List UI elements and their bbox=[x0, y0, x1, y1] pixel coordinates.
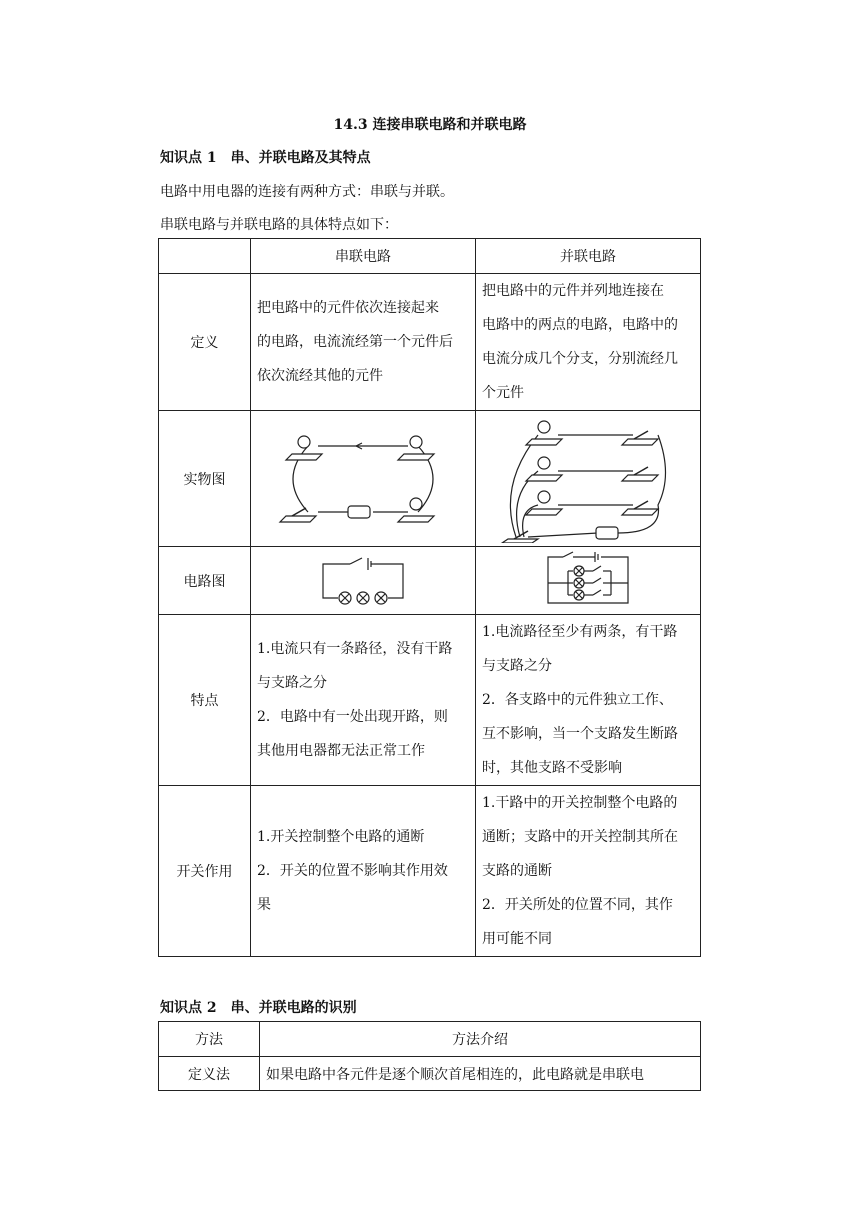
text-line: 1.开关控制整个电路的通断 bbox=[257, 829, 425, 845]
row-label-switch: 开关作用 bbox=[159, 786, 251, 957]
header-method: 方法 bbox=[159, 1022, 260, 1057]
text-line: 把电路中的元件依次连接起来 bbox=[257, 300, 439, 316]
section1-para1: 电路中用电器的连接有两种方式：串联与并联。 bbox=[160, 184, 454, 200]
series-features bbox=[251, 615, 476, 786]
text-line: 1.干路中的开关控制整个电路的 bbox=[482, 795, 678, 811]
row-label-features: 特点 bbox=[159, 615, 251, 786]
text-line: 2．电路中有一处出现开路，则 bbox=[257, 709, 448, 725]
text-line: 电路中的两点的电路，电路中的 bbox=[482, 317, 678, 333]
parallel-definition bbox=[476, 274, 701, 411]
text-line: 其他用电器都无法正常工作 bbox=[257, 743, 425, 759]
text-line: 1.电流只有一条路径，没有干路 bbox=[257, 641, 453, 657]
table-row-physical bbox=[159, 411, 701, 547]
text-line: 2．开关所处的位置不同，其作 bbox=[482, 897, 673, 913]
row-label-definition: 定义 bbox=[159, 274, 251, 411]
series-circuit-diagram bbox=[251, 547, 476, 615]
row-label-physical: 实物图 bbox=[159, 411, 251, 547]
text-line: 的电路，电流流经第一个元件后 bbox=[257, 334, 453, 350]
text-line: 与支路之分 bbox=[257, 675, 327, 691]
text-line: 1.电流路径至少有两条，有干路 bbox=[482, 624, 678, 640]
table-row-switch bbox=[159, 786, 701, 957]
text-line: 支路的通断 bbox=[482, 863, 552, 879]
parallel-circuit-schematic bbox=[543, 551, 633, 611]
series-physical-diagram bbox=[251, 411, 476, 547]
method-table-header bbox=[159, 1022, 701, 1057]
table-row-features bbox=[159, 615, 701, 786]
table-row-definition bbox=[159, 274, 701, 411]
series-definition bbox=[251, 274, 476, 411]
row-label-circuit: 电路图 bbox=[159, 547, 251, 615]
text-line: 依次流经其他的元件 bbox=[257, 368, 383, 384]
table-header-row bbox=[159, 239, 701, 274]
comparison-table bbox=[158, 238, 701, 957]
text-line: 时，其他支路不受影响 bbox=[482, 760, 622, 776]
table-row-circuit bbox=[159, 547, 701, 615]
method-table bbox=[158, 1021, 701, 1091]
page-title: 14.3 连接串联电路和并联电路 bbox=[333, 117, 527, 133]
section1-para2: 串联电路与并联电路的具体特点如下： bbox=[160, 217, 398, 233]
parallel-circuit-diagram bbox=[476, 547, 701, 615]
text-line: 用可能不同 bbox=[482, 931, 552, 947]
section2-heading: 知识点 2 串、并联电路的识别 bbox=[160, 1000, 357, 1016]
section1-heading: 知识点 1 串、并联电路及其特点 bbox=[160, 150, 371, 166]
parallel-physical-illustration bbox=[498, 415, 678, 543]
header-method-desc: 方法介绍 bbox=[260, 1022, 701, 1057]
header-empty bbox=[159, 239, 251, 274]
text-line: 互不影响，当一个支路发生断路 bbox=[482, 726, 678, 742]
text-line: 与支路之分 bbox=[482, 658, 552, 674]
parallel-physical-diagram bbox=[476, 411, 701, 547]
series-circuit-schematic bbox=[318, 556, 408, 606]
text-line: 2．开关的位置不影响其作用效 bbox=[257, 863, 448, 879]
method-name: 定义法 bbox=[159, 1057, 260, 1091]
text-line: 个元件 bbox=[482, 385, 524, 401]
header-parallel: 并联电路 bbox=[476, 239, 701, 274]
text-line: 把电路中的元件并列地连接在 bbox=[482, 283, 664, 299]
series-switch bbox=[251, 786, 476, 957]
text-line: 果 bbox=[257, 897, 271, 913]
table-row bbox=[159, 1057, 701, 1091]
method-description: 如果电路中各元件是逐个顺次首尾相连的，此电路就是串联电 bbox=[260, 1057, 701, 1091]
parallel-features bbox=[476, 615, 701, 786]
header-series: 串联电路 bbox=[251, 239, 476, 274]
parallel-switch bbox=[476, 786, 701, 957]
text-line: 电流分成几个分支，分别流经几 bbox=[482, 351, 678, 367]
series-physical-illustration bbox=[278, 424, 448, 534]
text-line: 2．各支路中的元件独立工作、 bbox=[482, 692, 673, 708]
text-line: 通断；支路中的开关控制其所在 bbox=[482, 829, 678, 845]
